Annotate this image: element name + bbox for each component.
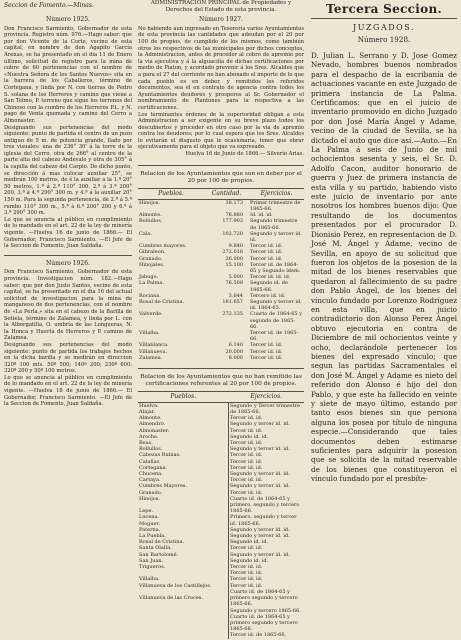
list-item-ejercicio: Tercer id. id. <box>230 415 263 422</box>
cell-cantidad: 15.100 <box>225 261 243 268</box>
list-item-ejercicio: Tercer id. id. <box>230 458 263 465</box>
list-item-pueblo: Hinojos. <box>139 495 160 502</box>
cell-pueblo: Hinojales. <box>139 261 165 268</box>
list-item-pueblo: Cortegana. <box>139 464 168 471</box>
debts-table-block <box>138 160 304 361</box>
cell-ejercicio: Segundo y tercer id. id. <box>250 230 302 244</box>
list-item-pueblo: Trigueros. <box>139 564 166 571</box>
table-row <box>138 262 304 274</box>
ejercicios-list <box>229 402 305 638</box>
cell-cantidad: 20.000 <box>225 348 243 355</box>
list-item-pueblo: Granado. <box>139 489 163 496</box>
table-row <box>138 218 304 230</box>
cell-ejercicio: Segundo trimestre de 1865-66. <box>250 218 298 231</box>
debts-table <box>138 188 304 361</box>
paragraph: Lo que se anuncia al público en cumplimiento de lo mandado en el art. 22 de la ley de minería vigente. —Huelva 16 de junio de 1866.— El Gobernador, Francisco Sarmiento. —El Jefe de la Seccion de Fomento, Juan Saldaña. <box>4 216 132 250</box>
list-item-pueblo: La Puebla. <box>139 533 166 540</box>
cell-cantidad: 272.018 <box>222 249 243 256</box>
list-item-ejercicio: Cuarto id. de 1864-65 y primero, segundo y tercero 1865-66. <box>230 495 300 515</box>
table-row <box>138 231 304 243</box>
cell-ejercicio: Tercer id. de 1865-66. <box>250 330 299 343</box>
paragraph: Designando sus pertenencias del modo siguiente: punto de partida los trabajos hechos en la dicha barilla y se medirán en direccion 320º 100 mts. 50º 500; 140º 200; 230º 600: 320º 200 y 50º 100 metros. <box>4 341 132 375</box>
cell-pueblo: Villablanca. <box>139 342 169 349</box>
pueblos-list <box>138 402 229 638</box>
paragraph: D. Julian L. Serrano y D. Jose Gomez Nevado, hombres buenos nombrados para el despacho de la escribanía de actuaciones vacante en este Juzgado de primera instancia de La Palma. Certificamos: que en el juicio de inventario promovido en dicho Juzgado por don José María Ángel y Adame, vecino de la ciudad de Sevilla, se ha dictado el auto que dice así.—Auto.—En La Palma á seis de Junio de mil ochocientos sesenta y seis, el Sr. D. Adolfo Cacon, auditor honorario de guerra y Juez de primera instancia de esta villa y su partido, habiendo visto este juicio de inventario por ante nosotros los hombres buenos dijo: Que resultando de los documentos presentados por el procurador D. Dionisio Perez, en representacion de D. José M. Ángel y Adame, vecino de Sevilla, en apoyo de su solicitud que fueron los objetos de la posesion de la mitad de los bienes reservables que quedaron al fallecimiento de su padre don Pablo Ángel, de los bienes del vínculo fundado por Lorenzo Rodríguez en esta villa, que en juicio contradictorio don Alonso Perez Ángel obtuvo ejecutoria en contra de Diciembre de mil ochocientos veinte y ocho, declarándole pertenecer los bienes del expresado vínculo; que segun las partidas Sacramentales el don José M. Ángel y Adame es nieto del referido don Alonso é hijo del don Pablo, y que este ha fallecido en veinte y siete de mayo último, estando por tanto esos bienes sin que persona alguna los posea por título de ninguna especie.—Considerando que tales documentos deben estimarse suficientes para adquirir la posesion que se solicita de la mitad reservable de los bienes que constituyeron el vínculo fundado por el presbíte- <box>311 50 457 484</box>
divider <box>4 255 132 256</box>
cell-pueblo: Villanueva. <box>139 348 168 355</box>
list-item-pueblo: Cartaya. <box>139 477 161 484</box>
list-item-pueblo: Alajar. <box>139 409 156 415</box>
list-item-ejercicio: Segundo id. id. <box>230 433 269 440</box>
list-item-pueblo: Villanueva de los Castillejos. <box>139 582 212 589</box>
cell-pueblo: Almonte. <box>139 212 162 219</box>
notice-number: Número 1927. <box>199 16 243 24</box>
notice-number: Número 1925. <box>46 16 90 23</box>
list-item-pueblo: Bollullos. <box>139 446 163 453</box>
table-row <box>138 280 304 292</box>
cell-cantidad: 76.508 <box>225 280 243 287</box>
list-item-ejercicio: Segundo y tercer id. id. <box>230 421 290 428</box>
list-item-pueblo: Lucena. <box>139 514 160 521</box>
list-item-pueblo: Almonaster. <box>139 427 170 434</box>
list-item-ejercicio: Tercer id. id. <box>230 452 263 459</box>
list-item-ejercicio: Segundo y tercer id. id. <box>230 533 290 540</box>
cell-ejercicio: Tercer id. id. <box>250 243 283 250</box>
paragraph: Los terminantes órdenes de la superioridad obligan a esta Administracion a ser exigente en su breve plazo todos los descubiertos y proceder en otro caso por la via de apremio contra los deudores; por lo cual espera que los Sres. Alcaldes lo evitarán el disgusto que le ocasionaría, tener que obrar ejecutivamente para el objeto que va expresado. <box>138 111 304 151</box>
list-item-pueblo: Beas. <box>139 440 153 447</box>
signature-line: Huelva 16 de Junio de 1866.— Silverio Arias. <box>185 151 304 158</box>
list-item-ejercicio: Tercer id. id. <box>230 564 263 571</box>
cell-ejercicio: Primer trimestre de 1865-66. <box>250 199 301 212</box>
paragraph: Lo que se anuncia al público en cumplimiento de lo mandado en el art. 22 de la ley de minería vigente. —Huelva 18 de junio de 1866.— El Gobernador, Francisco Sarmiento. —El Jefe de la Seccion de Fomento, Juan Saldaña. <box>4 374 132 408</box>
cell-cantidad: 181.657 <box>222 299 243 306</box>
list-item-pueblo: San Juan. <box>139 557 164 564</box>
list-item-ejercicio: Segundo y tercer id. id. <box>230 551 290 558</box>
list-item-ejercicio: Tercer id. id. <box>230 464 263 471</box>
cell-cantidad: 177.903 <box>222 218 243 225</box>
cell-ejercicio: Segundo y tercer id. id. 1864-65. <box>250 299 302 312</box>
cell-pueblo: Rociana. <box>139 292 161 299</box>
divider <box>311 18 457 19</box>
cell-pueblo: Bollullos. <box>139 218 163 225</box>
list-item-ejercicio: Cuarto id. de 1864-65 y primero segundo y tercero 1865-66. <box>230 613 298 633</box>
cell-cantidad: 26.000 <box>225 255 243 262</box>
paragraph: No habiendo aun ingresado en Tesorería varios Ayuntamientos de esta provincia las cantidades que adeudan por el 20 por 100 de propios, de cumplido de los mismos, como también otros los respectivos de las municipales por dichos conceptos, la Administracion, antes de proceder al cobro de apremio por la via ejecutiva y á la alguacilía de dichas certificaciones por medio de Piaton, y acordado prevenir á los Sres. Alcaldes que a para el 27 del corriente no han abonado el importe de lo que cada pueblo es en deber, y remitidos los referidos documentos, sea el en contrato de agencia contra todos los Ayuntamientos deudores y prosperos al Sr. Gobernador el nombramiento de Plantones para la respectiva a las certificaciones. <box>138 25 304 111</box>
divider <box>138 368 304 369</box>
cell-cantidad: 9.840 <box>228 243 243 250</box>
column-header: Pueblos. <box>138 188 204 199</box>
list-item-pueblo: Rosal de Cristina. <box>139 539 185 546</box>
column-header: Ejercicios. <box>229 391 305 402</box>
paragraph: Don Francisco Sarmiento, Gobernador de esta provincia. Registro núm. 976.—Hago saber: que por don Vicente de la Corte, vecino de esta capital, en nombre de don Agapito García Arenas, se ha presentado en el dia 11 de Enero último, solicitud de registro para la mina de cobre de 60 pertenencias con el nombre de «Nuestra Señora de los Santos Nuevos» sita en la barrera de los Caballeros, término de Cortegana, y linda por N. con tierras de Pedro S. solana de los Herreros y camino que viene a San Telmo, P. terreno que sigue los terrenos del Chinoso con la cumbre de los Herreros P.L. y N. pago de Venta quemada y camino del Cerro a Almonaster. <box>4 25 132 124</box>
table-row <box>138 299 304 311</box>
section-header: Seccion de Fomento.—Minas. <box>4 2 94 9</box>
list-item-pueblo: Villanueva de las Cruces. <box>139 595 203 602</box>
table-body <box>138 199 304 361</box>
list-item-pueblo: Huelva. <box>139 402 159 409</box>
list-item-ejercicio: Segundo y Tercer trimestre de 1865-66. <box>230 402 300 415</box>
column-header: Pueblos. <box>138 391 229 402</box>
paragraph: Designando sus pertenencias del modo siguiente: punto de partida el centro de un pozo antiguo de 5 m. de potencia grande, llado por tres visuales: una de 236° 30' á la torre de la iglesia del Cerro, otra de 266° al centro de la parte alta del cabezo Andévalo y otra de 305° á la capilla del cabezo del Carpio. De dicho punto, se dirección á mas colocar auxiliar 25°, se medirán 100 metros, de é la auxiliar a la 1.ª 20° 50 metros, 1.ª á 2.ª 110° 300, 2.ª á 3.ª 200° 200, 3.ª á 4.ª 290° 300 m. y 4.ª á la auxiliar 20° 150 m. Para la segunda pertenencia, de 2.ª á 5.ª rumbo 110° 300 m., 5.ª á 6.ª 200° 200 y 6.ª á 3.ª 290° 300 m. <box>4 124 132 217</box>
missing-certificates-block <box>138 363 304 639</box>
list-item-ejercicio: Tercer id. id. <box>230 576 263 583</box>
column-header: Cantidad. <box>204 188 249 199</box>
list-item-ejercicio: Cuarto id. de 1864-65 y primero segundo y tercero 1865-66. <box>230 588 298 608</box>
cell-pueblo: Valverde. <box>139 311 163 318</box>
list-item-ejercicio: Primero, segundo y tercer id. 1865-66. <box>230 514 297 527</box>
cell-cantidad: 272.135 <box>222 311 243 318</box>
list-item-ejercicio: Tercer id. id. <box>230 582 263 589</box>
cell-ejercicio: Id. id. id. <box>250 212 273 219</box>
divider <box>138 165 304 166</box>
list-item-pueblo: Almendro. <box>139 421 166 428</box>
list-item-pueblo: Villalba. <box>139 576 160 583</box>
list-item-ejercicio: Tercer id. de 1865-66. <box>230 632 287 639</box>
list-item-ejercicio: Segundo y tercer id. id. <box>230 471 290 478</box>
list-item-ejercicio: Tercer id. id. <box>230 545 263 552</box>
list-item-pueblo: Santa Olalla. <box>139 545 172 552</box>
table-title: Relacion de los Ayuntamientos que son en deber por el 20 por 100 de propios. <box>140 171 302 184</box>
list-item-ejercicio: Segundo id. id. <box>230 557 269 564</box>
cell-ejercicio: Tercero id. id. <box>250 292 286 299</box>
table-row <box>138 330 304 342</box>
list-item-ejercicio: Tercer id. id. <box>230 440 263 447</box>
cell-ejercicio: Tercer id. id. <box>250 249 283 256</box>
cell-ejercicio: Tercer id. id. <box>250 348 283 355</box>
notice-number: Número 1928. <box>357 35 411 45</box>
cell-cantidad: 38.173 <box>225 199 243 206</box>
cell-cantidad: 102.720 <box>222 230 243 237</box>
list-item-pueblo: Paterna. <box>139 526 161 533</box>
section-title: Tercera Seccion. <box>326 2 442 16</box>
cell-cantidad: 6.140 <box>228 342 243 349</box>
administration-title: ADMINISTRACION PRINCIPAL de Propiedades y Derechos del Estado de esta provincia. <box>150 0 292 13</box>
cell-ejercicio: Tercer id. id. <box>250 255 283 262</box>
list-item-pueblo: Lepe. <box>139 508 154 515</box>
column-right <box>311 0 457 491</box>
list-item-ejercicio: Segundo id. id. <box>230 539 269 546</box>
list-item-pueblo: Moguer. <box>139 520 160 527</box>
list-item-ejercicio: Segundo y tercer id. id. <box>230 483 290 490</box>
cell-pueblo: Cumbres mayores. <box>139 243 187 250</box>
paragraph: Don Francisco Sarmiento, Gobernador de esta provincia. Investigacion núm. 182.—Hago saber: que por don Justo Santos, vecino de esta capital, se ha presentado en el dia 16 del actual solicitud de investigacion para la mina de manganeso de dos pertenencias, con el nombre de «La Perla,» sita en el cabezo de la Barilla de Sotiela, término de Zalamea, y linda por L. con la Alborgatilla, O. umbría de las Longueras, N. la Honca y Huerta de Herreros y P. camino de Zalamea. <box>4 269 132 342</box>
list-item-ejercicio: Segundo y tercer id. id. <box>230 526 290 533</box>
cell-pueblo: Rosal de Cristina. <box>139 299 185 306</box>
list-item-pueblo: San Bartolomé. <box>139 551 179 558</box>
table-row <box>138 355 304 361</box>
section-subtitle: JUZGADOS. <box>353 22 415 32</box>
list-item-ejercicio: Tercer id. id. <box>230 427 263 434</box>
list-item-pueblo: Cabezas Rubias. <box>139 452 181 459</box>
cell-ejercicio: Tercer id. de 1864-65 y Segundo ídem. <box>250 261 301 275</box>
cell-pueblo: Cala. <box>139 230 152 237</box>
cell-pueblo: Zalamea. <box>139 354 163 361</box>
cell-pueblo: Granado. <box>139 255 163 262</box>
notice-number: Número 1926. <box>46 259 90 267</box>
column-header: Ejercicios. <box>249 188 304 199</box>
list-item-ejercicio: Segundo y tercero 1865-66. <box>230 607 301 614</box>
list-item-pueblo: Cumbres Mayores. <box>139 483 187 490</box>
list-item-ejercicio: Tercer id. id. <box>230 477 263 484</box>
cell-cantidad: 8.000 <box>228 354 243 361</box>
table-title: Relacion de los Ayuntamientos que no han remitido las certificaciones referentes al 20 por 100 de propios. <box>140 374 302 387</box>
column-middle <box>138 0 304 158</box>
column-left <box>4 0 132 408</box>
list-item-pueblo: Aroche. <box>139 433 159 440</box>
cell-ejercicio: Tercer id. id. <box>250 342 283 349</box>
list-item-pueblo: Calañas. <box>139 458 161 465</box>
list-item-pueblo: Almonte. <box>139 415 162 422</box>
cell-pueblo: Villalba. <box>139 330 160 337</box>
cell-cantidad: 5.000 <box>228 274 243 281</box>
list-item-ejercicio: Tercer id. id. <box>230 489 263 496</box>
table-row <box>138 311 304 330</box>
cell-pueblo: Jabugo. <box>139 274 159 281</box>
cell-cantidad: 3.644 <box>228 292 243 299</box>
table-row <box>138 199 304 212</box>
cell-ejercicio: Tercer id. id. id. <box>250 274 291 281</box>
list-item-ejercicio: Tercer id. id. <box>230 570 263 577</box>
cell-ejercicio: Cuarto de 1864-65 y segundo de 1865-66. <box>250 311 302 330</box>
cell-pueblo: La Palma. <box>139 280 164 287</box>
cell-ejercicio: Tercer id. id. <box>250 354 283 361</box>
cell-pueblo: Hinojos. <box>139 199 160 206</box>
cell-pueblo: Gibraleon. <box>139 249 166 256</box>
cell-ejercicio: Segundo id. de 1865-66. <box>250 280 288 293</box>
missing-certificates-table <box>138 391 304 639</box>
cell-cantidad: 76.880 <box>225 212 243 219</box>
list-item-ejercicio: Segundo y tercer id. id. <box>230 446 290 453</box>
cell-cantidad <box>204 330 249 342</box>
list-item-pueblo: Chucena. <box>139 471 163 478</box>
